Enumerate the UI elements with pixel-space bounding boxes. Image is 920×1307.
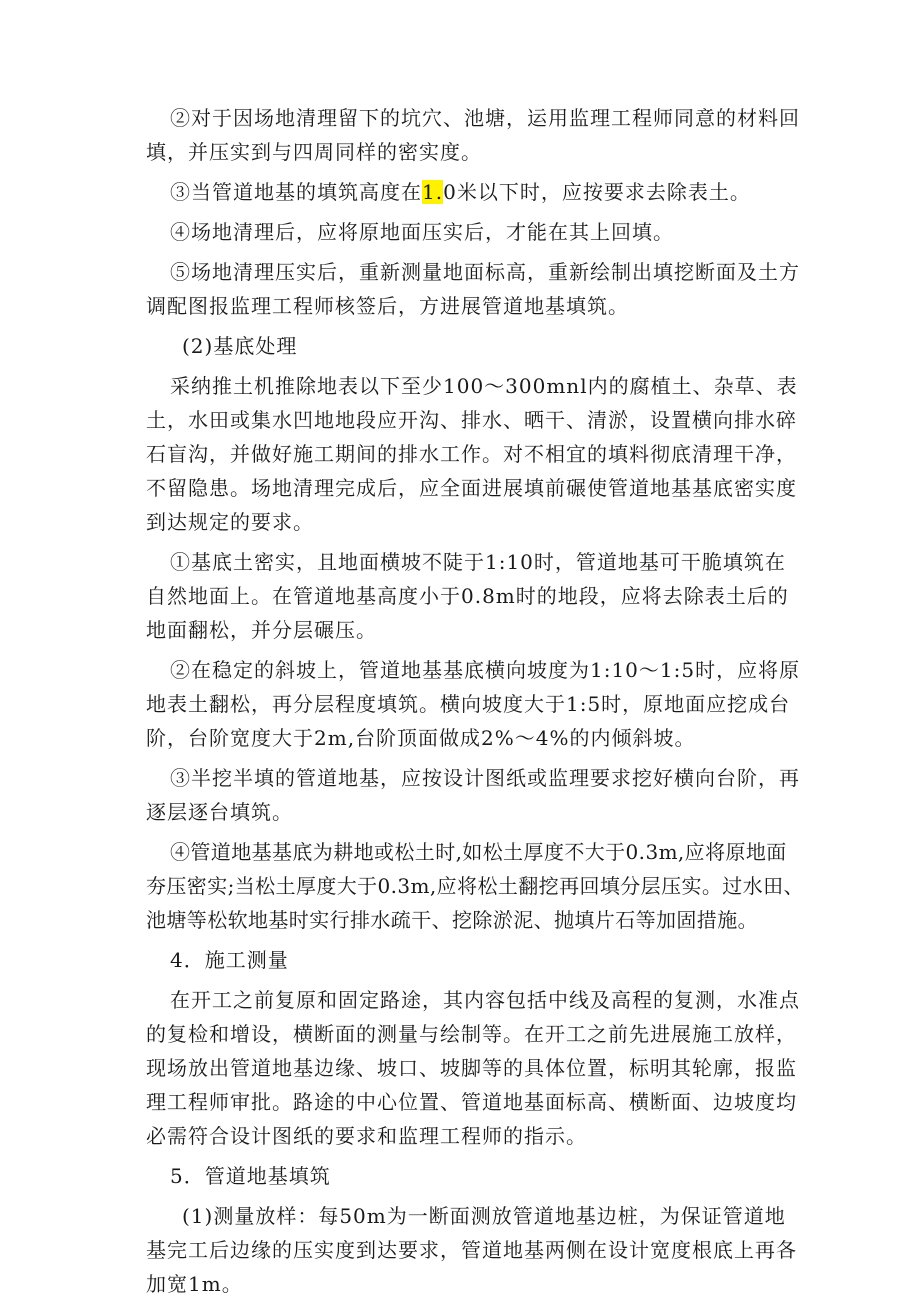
paragraph-dense-base: ①基底土密实，且地面横坡不陡于1:10时，管道地基可干脆填筑在自然地面上。在管道地基高度小于0.8m时的地段，应将去除表土后的地面翻松，并分层碾压。	[146, 550, 789, 642]
section-heading-fill: 5．管道地基填筑	[170, 1164, 331, 1188]
paragraph-compact-ground: ④场地清理后，应将原地面压实后，才能在其上回填。	[170, 220, 674, 244]
paragraph-slope-steps: ②在稳定的斜坡上，管道地基基底横向坡度为1:10～1:5时，应将原地表土翻松，再分层程度填筑。横向坡度大于1:5时，原地面应挖成台阶，台阶宽度大于2m,台阶顶面做成2%～4%的内倾斜坡。	[146, 658, 801, 750]
paragraph-topsoil-text-before: ③当管道地基的填筑高度在	[170, 180, 422, 204]
paragraph-survey: 在开工之前复原和固定路途，其内容包括中线及高程的复测，水准点的复检和增设，横断面的测量与绘制等。在开工之前先进展施工放样，现场放出管道地基边缘、坡口、坡脚等的具体位置，标明其轮廓，报监理工程师审批。路途的中心位置、管道地基面标高、横断面、边坡度均必需符合设计图纸的要求和监理工程师的指示。	[146, 988, 800, 1148]
section-heading-base-treatment: (2)基底处理	[182, 334, 298, 358]
section-heading-survey: 4．施工测量	[170, 948, 289, 972]
highlighted-text: 1.	[422, 180, 444, 204]
document-body	[146, 101, 806, 1307]
paragraph-bulldozer: 采纳推土机推除地表以下至少100～300mnl内的腐植土、杂草、表土，水田或集水凹地地段应开沟、排水、晒干、清淤，设置横向排水碎石盲沟，并做好施工期间的排水工作。对不相宜的填料彻底清理干净，不留隐患。场地清理完成后，应全面进展填前碾使管道地基基底密实度到达规定的要求。	[146, 374, 798, 534]
paragraph-topsoil-text-after: 0米以下时，应按要求去除表土。	[443, 180, 751, 204]
paragraph-topsoil-removal	[146, 175, 806, 209]
paragraph-half-cut-fill: ③半挖半填的管道地基，应按设计图纸或监理要求挖好横向台阶，再逐层逐台填筑。	[146, 766, 800, 824]
paragraph-loose-soil: ④管道地基基底为耕地或松土时,如松土厚度不大于0.3m,应将原地面夯压密实;当松土厚度大于0.3m,应将松土翻挖再回填分层压实。过水田、池塘等松软地基时实行排水疏干、挖除淤泥、抛填片石等加固措施。	[146, 840, 804, 932]
paragraph-backfill-pits: ②对于因场地清理留下的坑穴、池塘，运用监理工程师同意的材料回填，并压实到与四周同样的密实度。	[146, 106, 800, 164]
paragraph-remeasure: ⑤场地清理压实后，重新测量地面标高，重新绘制出填挖断面及土方调配图报监理工程师核签后，方进展管道地基填筑。	[146, 260, 800, 318]
paragraph-staking: (1)测量放样：每50m为一断面测放管道地基边桩，为保证管道地基完工后边缘的压实度到达要求，管道地基两侧在设计宽度根底上再各加宽1m。	[146, 1204, 797, 1296]
